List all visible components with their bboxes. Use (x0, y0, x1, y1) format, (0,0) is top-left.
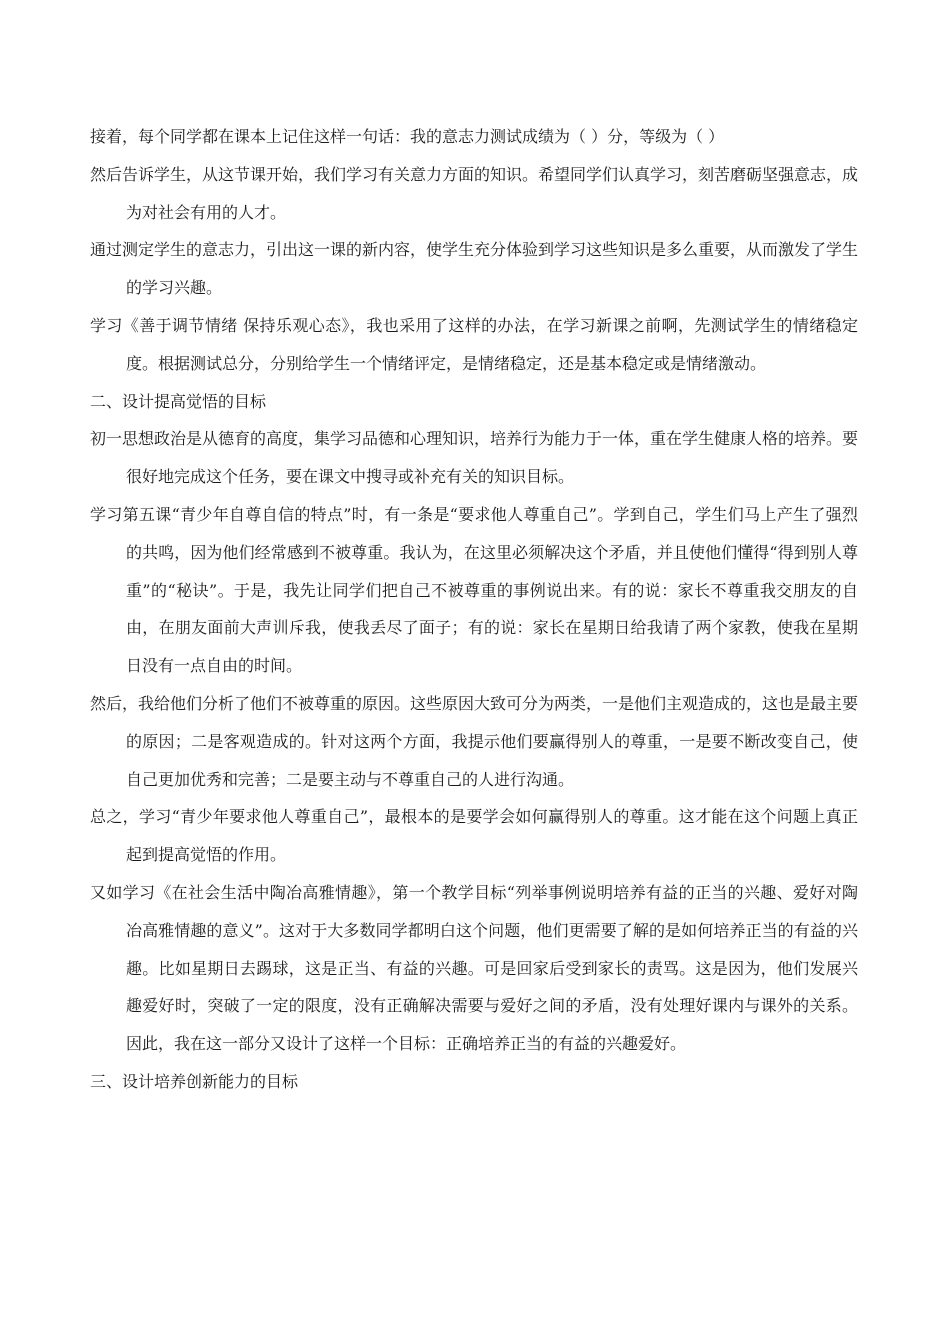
section-heading: 二、设计提高觉悟的目标 (90, 391, 267, 411)
paragraph: 学习第五课“青少年自尊自信的特点”时，有一条是“要求他人尊重自己”。学到自己，学生们马上产生了强烈的共鸣，因为他们经常感到不被尊重。我认为，在这里必须解决这个矛盾，并且使他们懂得“得到别人尊重”的“秘诀”。于是，我先让同学们把自己不被尊重的事例说出来。有的说：家长不尊重我交朋友的自由，在朋友面前大声训斥我，使我丢尽了面子；有的说：家长在星期日给我请了两个家教，使我在星期日没有一点自由的时间。 (90, 504, 858, 676)
paragraph: 接着，每个同学都在课本上记住这样一句话：我的意志力测试成绩为（ ）分，等级为（ ） (90, 127, 725, 146)
document-body (90, 118, 858, 1101)
paragraph: 然后告诉学生，从这节课开始，我们学习有关意力方面的知识。希望同学们认真学习，刻苦磨砺坚强意志，成为对社会有用的人才。 (90, 164, 859, 222)
paragraph: 又如学习《在社会生活中陶冶高雅情趣》，第一个教学目标“列举事例说明培养有益的正当的兴趣、爱好对陶冶高雅情趣的意义”。这对于大多数同学都明白这个问题，他们更需要了解的是如何培养正当的有益的兴趣。比如星期日去踢球，这是正当、有益的兴趣。可是回家后受到家长的责骂。这是因为，他们发展兴趣爱好时，突破了一定的限度，没有正确解决需要与爱好之间的矛盾，没有处理好课内与课外的关系。因此，我在这一部分又设计了这样一个目标：正确培养正当的有益的兴趣爱好。 (90, 882, 858, 1054)
paragraph: 初一思想政治是从德育的高度，集学习品德和心理知识，培养行为能力于一体，重在学生健康人格的培养。要很好地完成这个任务，要在课文中搜寻或补充有关的知识目标。 (90, 429, 859, 487)
paragraph: 通过测定学生的意志力，引出这一课的新内容，使学生充分体验到学习这些知识是多么重要，从而激发了学生的学习兴趣。 (90, 240, 859, 298)
section-heading: 三、设计培养创新能力的目标 (90, 1071, 299, 1091)
paragraph: 学习《善于调节情绪 保持乐观心态》，我也采用了这样的办法，在学习新课之前啊，先测试学生的情绪稳定度。根据测试总分，分别给学生一个情绪评定，是情绪稳定，还是基本稳定或是情绪激动。 (90, 315, 858, 373)
paragraph: 然后，我给他们分析了他们不被尊重的原因。这些原因大致可分为两类，一是他们主观造成的，这也是最主要的原因；二是客观造成的。针对这两个方面，我提示他们要赢得别人的尊重，一是要不断改变自己，使自己更加优秀和完善；二是要主动与不尊重自己的人进行沟通。 (90, 693, 859, 789)
paragraph: 总之，学习“青少年要求他人尊重自己”，最根本的是要学会如何赢得别人的尊重。这才能在这个问题上真正起到提高觉悟的作用。 (90, 807, 858, 865)
